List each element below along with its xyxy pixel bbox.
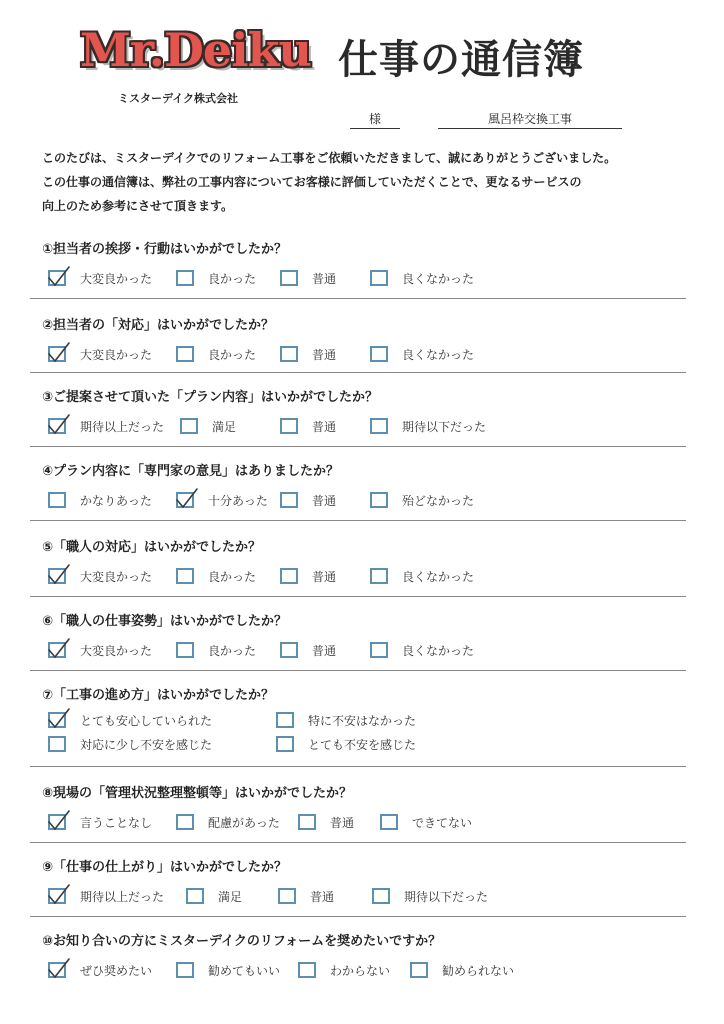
check-mark-icon [47, 265, 71, 289]
section-divider [30, 446, 686, 447]
option-label: かなりあった [80, 493, 152, 508]
checkbox[interactable] [370, 492, 388, 508]
option-label: 言うことなし [80, 815, 153, 830]
option-label: 普通 [312, 347, 337, 362]
checkbox[interactable] [176, 814, 194, 830]
answer-option[interactable] [280, 268, 336, 288]
intro-line: 向上のため参考にさせて頂きます。 [42, 199, 234, 213]
option-label: 良かった [208, 569, 257, 584]
option-label: 大変良かった [80, 643, 153, 658]
option-label: 大変良かった [80, 271, 153, 286]
answer-option[interactable] [48, 812, 152, 832]
answer-option[interactable] [176, 268, 256, 288]
answer-option[interactable] [176, 960, 280, 980]
option-label: できてない [412, 815, 473, 830]
checkbox[interactable] [380, 814, 398, 830]
option-label: ぜひ奨めたい [80, 963, 153, 978]
option-label: 特に不安はなかった [308, 713, 417, 728]
answer-option[interactable] [276, 734, 416, 754]
checkbox[interactable] [176, 642, 194, 658]
checkbox[interactable] [280, 270, 298, 286]
answer-option[interactable] [298, 960, 390, 980]
question-title: ①担当者の挨拶・行動はいかがでしたか？ [42, 242, 288, 257]
option-label: 普通 [312, 271, 337, 286]
option-label: 良かった [208, 643, 257, 658]
question-title: ⑦「工事の進め方」はいかがでしたか？ [42, 688, 275, 703]
option-label: 大変良かった [80, 569, 153, 584]
check-mark-icon [47, 563, 71, 587]
option-label: 良くなかった [402, 643, 475, 658]
option-label: 良くなかった [402, 271, 475, 286]
intro-text [42, 146, 682, 218]
checkbox[interactable] [180, 418, 198, 434]
answer-option[interactable] [186, 886, 242, 906]
answer-option[interactable] [48, 734, 212, 754]
question-title: ⑥「職人の仕事姿勢」はいかがでしたか？ [42, 614, 288, 629]
company-name: ミスターデイク株式会社 [118, 92, 239, 105]
option-label: 殆どなかった [402, 493, 475, 508]
checkbox[interactable] [48, 736, 66, 752]
answer-option[interactable] [48, 640, 152, 660]
question-title: ⑨「仕事の仕上がり」はいかがでしたか？ [42, 860, 288, 875]
checkbox[interactable] [176, 568, 194, 584]
answer-option[interactable] [370, 566, 474, 586]
checkbox[interactable] [280, 418, 298, 434]
option-label: 普通 [312, 643, 337, 658]
answer-option[interactable] [370, 640, 474, 660]
option-label: 良かった [208, 347, 257, 362]
question-title: ⑧現場の「管理状況整理整頓等」はいかがでしたか？ [42, 786, 353, 801]
answer-option[interactable] [48, 710, 212, 730]
section-divider [30, 372, 686, 373]
option-label: 良くなかった [402, 347, 475, 362]
checkbox-checked[interactable] [48, 270, 66, 286]
checkbox[interactable] [280, 492, 298, 508]
checkbox[interactable] [176, 270, 194, 286]
check-mark-icon [175, 487, 199, 511]
check-mark-icon [47, 413, 71, 437]
answer-option[interactable] [280, 416, 336, 436]
section-divider [30, 670, 686, 671]
checkbox[interactable] [370, 270, 388, 286]
answer-option[interactable] [298, 812, 354, 832]
check-mark-icon [47, 341, 71, 365]
checkbox[interactable] [176, 962, 194, 978]
option-label: 満足 [212, 419, 237, 434]
check-mark-icon [47, 883, 71, 907]
check-mark-icon [47, 809, 71, 833]
customer-name-field: 様 [350, 110, 400, 129]
question-title: ⑩お知り合いの方にミスターデイクのリフォームを奨めたいですか？ [42, 934, 442, 949]
checkbox[interactable] [298, 962, 316, 978]
answer-option[interactable] [278, 886, 334, 906]
option-label: とても安心していられた [80, 713, 213, 728]
checkbox[interactable] [280, 568, 298, 584]
answer-option[interactable] [48, 490, 152, 510]
answer-option[interactable] [176, 566, 256, 586]
option-label: 十分あった [208, 493, 268, 508]
checkbox[interactable] [370, 346, 388, 362]
checkbox[interactable] [280, 346, 298, 362]
checkbox[interactable] [370, 418, 388, 434]
option-label: 普通 [312, 569, 337, 584]
answer-option[interactable] [372, 886, 488, 906]
checkbox[interactable] [372, 888, 390, 904]
section-divider [30, 596, 686, 597]
option-label: 普通 [330, 815, 355, 830]
section-divider [30, 520, 686, 521]
checkbox-checked[interactable] [48, 712, 66, 728]
option-label: 良くなかった [402, 569, 475, 584]
answer-option[interactable] [48, 566, 152, 586]
answer-option[interactable] [176, 812, 280, 832]
answer-option[interactable] [180, 416, 236, 436]
answer-option[interactable] [48, 886, 164, 906]
section-divider [30, 842, 686, 843]
checkbox-checked[interactable] [48, 962, 66, 978]
checkbox[interactable] [276, 712, 294, 728]
option-label: 期待以上だった [80, 419, 165, 434]
question-title: ⑤「職人の対応」はいかがでしたか？ [42, 540, 262, 555]
checkbox[interactable] [280, 642, 298, 658]
check-mark-icon [47, 707, 71, 731]
answer-option[interactable] [280, 490, 336, 510]
option-label: 良かった [208, 271, 257, 286]
checkbox-checked[interactable] [48, 642, 66, 658]
check-mark-icon [47, 637, 71, 661]
answer-option[interactable] [280, 566, 336, 586]
answer-option[interactable] [48, 344, 152, 364]
option-label: 期待以下だった [404, 889, 489, 904]
option-label: 大変良かった [80, 347, 153, 362]
option-label: 勧めてもいい [208, 963, 281, 978]
checkbox[interactable] [370, 568, 388, 584]
option-label: 対応に少し不安を感じた [80, 737, 213, 752]
checkbox[interactable] [298, 814, 316, 830]
answer-option[interactable] [48, 416, 164, 436]
checkbox-checked[interactable] [48, 346, 66, 362]
checkbox-checked[interactable] [48, 814, 66, 830]
answer-option[interactable] [370, 344, 474, 364]
answer-option[interactable] [176, 640, 256, 660]
answer-option[interactable] [48, 268, 152, 288]
project-name-field: 風呂枠交換工事 [438, 110, 622, 129]
checkbox[interactable] [276, 736, 294, 752]
answer-option[interactable] [48, 960, 152, 980]
answer-option[interactable] [380, 812, 472, 832]
option-label: 期待以上だった [80, 889, 165, 904]
section-divider [30, 298, 686, 299]
checkbox-checked[interactable] [48, 888, 66, 904]
question-title: ②担当者の「対応」はいかがでしたか？ [42, 318, 275, 333]
option-label: 普通 [312, 419, 337, 434]
intro-line: このたびは、ミスターデイクでのリフォーム工事をご依頼いただきまして、誠にありがとうございました。 [42, 151, 617, 165]
option-label: 勧められない [442, 963, 515, 978]
answer-option[interactable] [280, 344, 336, 364]
answer-option[interactable] [280, 640, 336, 660]
answer-option[interactable] [370, 490, 474, 510]
checkbox-checked[interactable] [176, 492, 194, 508]
option-label: 満足 [218, 889, 243, 904]
option-label: 配慮があった [208, 815, 280, 830]
answer-option[interactable] [410, 960, 514, 980]
checkbox[interactable] [410, 962, 428, 978]
checkbox[interactable] [370, 642, 388, 658]
section-divider [30, 766, 686, 767]
option-label: 普通 [312, 493, 337, 508]
page-title: 仕事の通信簿 [338, 37, 584, 83]
answer-option[interactable] [176, 344, 256, 364]
answer-option[interactable] [176, 490, 268, 510]
section-divider [30, 916, 686, 917]
checkbox-checked[interactable] [48, 568, 66, 584]
logo: Mr.Deiku [80, 23, 311, 77]
option-label: 普通 [310, 889, 335, 904]
checkbox[interactable] [48, 492, 66, 508]
answer-option[interactable] [370, 416, 486, 436]
option-label: わからない [330, 963, 391, 978]
question-title: ③ご提案させて頂いた「プラン内容」はいかがでしたか？ [42, 390, 379, 405]
checkbox-checked[interactable] [48, 418, 66, 434]
answer-option[interactable] [370, 268, 474, 288]
checkbox[interactable] [278, 888, 296, 904]
checkbox[interactable] [186, 888, 204, 904]
intro-line: この仕事の通信簿は、弊社の工事内容についてお客様に評価していただくことで、更なるサービスの [42, 175, 582, 189]
checkbox[interactable] [176, 346, 194, 362]
answer-option[interactable] [276, 710, 416, 730]
check-mark-icon [47, 957, 71, 981]
option-label: とても不安を感じた [308, 737, 417, 752]
option-label: 期待以下だった [402, 419, 487, 434]
question-title: ④プラン内容に「専門家の意見」はありましたか？ [42, 464, 340, 479]
